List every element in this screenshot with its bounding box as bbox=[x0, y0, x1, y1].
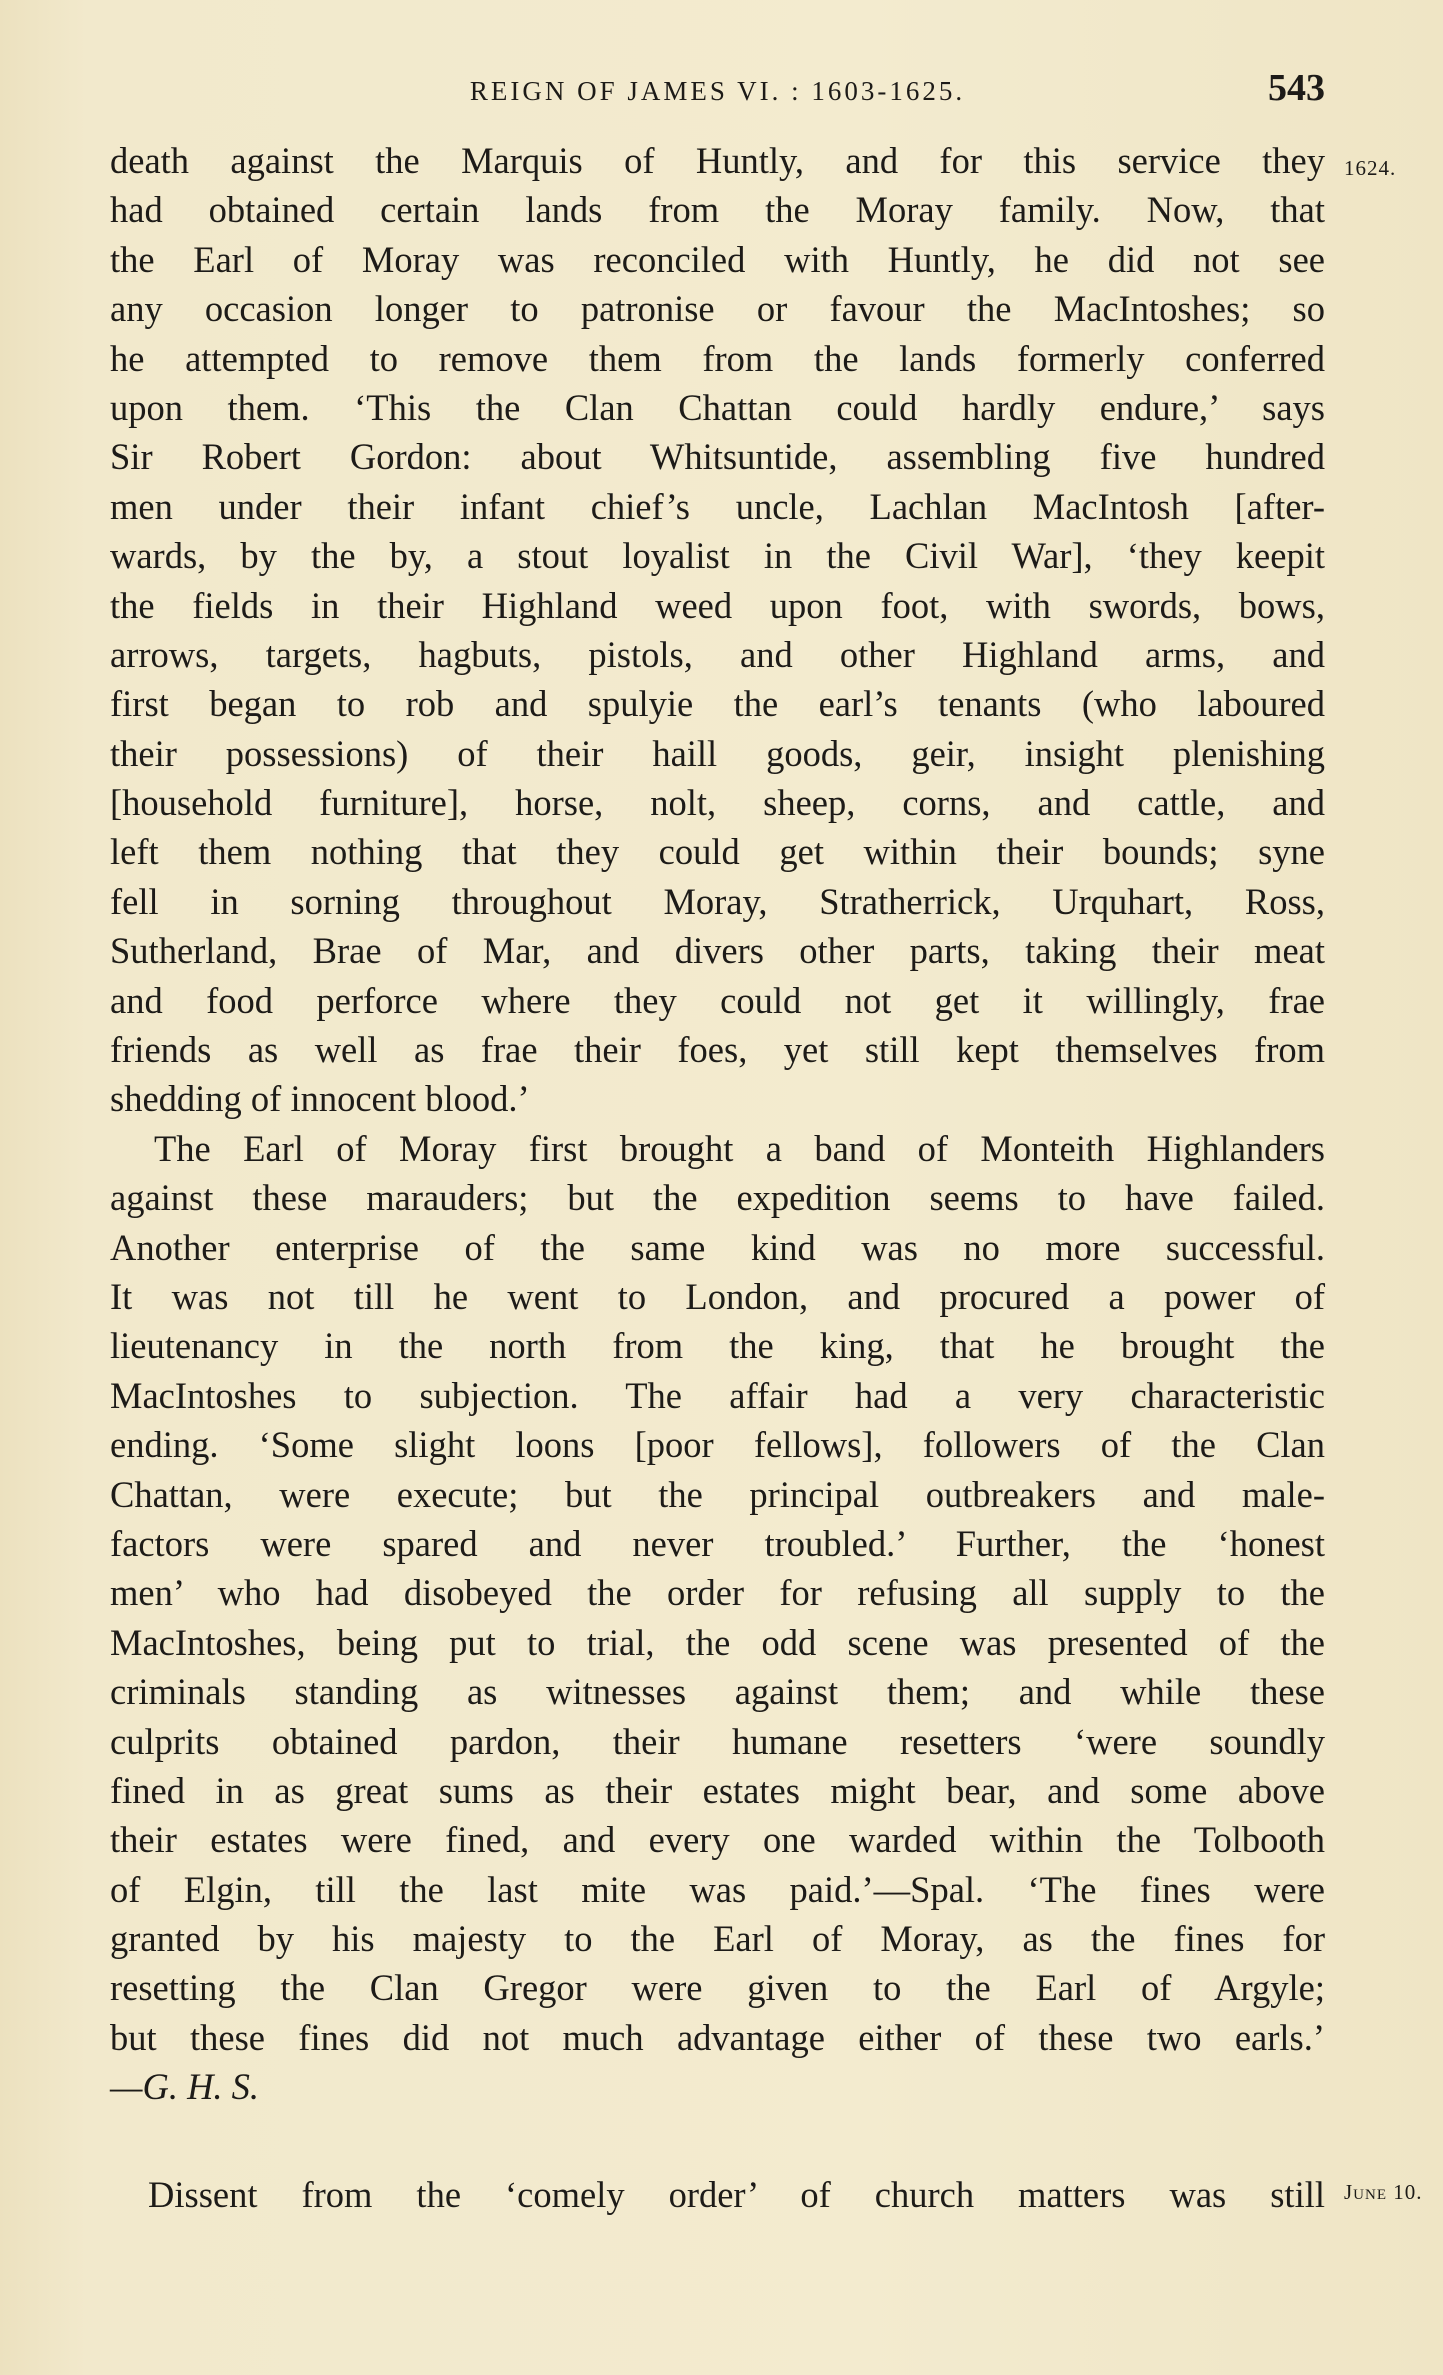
text-line: MacIntoshes to subjection. The affair had a very characteristic bbox=[110, 1374, 1325, 1416]
text-line: had obtained certain lands from the Moray family. Now, that bbox=[110, 189, 1325, 231]
text-line: and food perforce where they could not get it willingly, frae bbox=[110, 979, 1325, 1021]
text-line: It was not till he went to London, and procured a power of bbox=[110, 1275, 1325, 1317]
text-line: resetting the Clan Gregor were given to the Earl of Argyle; bbox=[110, 1967, 1325, 2009]
running-title: REIGN OF JAMES VI. : 1603-1625. bbox=[469, 76, 966, 106]
page-number: 543 bbox=[1268, 67, 1325, 109]
text-line: left them nothing that they could get within their bounds; syne bbox=[110, 831, 1325, 873]
text-line: granted by his majesty to the Earl of Moray, as the fines for bbox=[110, 1918, 1325, 1960]
text-line: fined in as great sums as their estates might bear, and some above bbox=[110, 1769, 1325, 1811]
text-line: arrows, targets, hagbuts, pistols, and other Highland arms, and bbox=[110, 633, 1325, 675]
text-line: wards, by the by, a stout loyalist in the Civil War], ‘they keepit bbox=[110, 535, 1325, 577]
text-line: culprits obtained pardon, their humane resetters ‘were soundly bbox=[110, 1720, 1325, 1762]
margin-note-year: 1624. bbox=[1344, 156, 1397, 180]
text-line: Sir Robert Gordon: about Whitsuntide, assembling five hundred bbox=[110, 436, 1325, 478]
text-line: fell in sorning throughout Moray, Stratherrick, Urquhart, Ross, bbox=[110, 880, 1325, 922]
text-line: men under their infant chief’s uncle, Lachlan MacIntosh [after- bbox=[110, 485, 1325, 527]
running-head bbox=[110, 66, 1325, 114]
text-line: Sutherland, Brae of Mar, and divers other parts, taking their meat bbox=[110, 930, 1325, 972]
text-line: the fields in their Highland weed upon foot, with swords, bows, bbox=[110, 584, 1325, 626]
text-line: he attempted to remove them from the lands formerly conferred bbox=[110, 337, 1325, 379]
text-line: ending. ‘Some slight loons [poor fellows], followers of the Clan bbox=[110, 1424, 1325, 1466]
text-line: Chattan, were execute; but the principal outbreakers and male- bbox=[110, 1473, 1325, 1515]
text-line: first began to rob and spulyie the earl’s tenants (who laboured bbox=[110, 683, 1325, 725]
text-line: shedding of innocent blood.’ bbox=[110, 1078, 530, 1120]
signature-line: —G. H. S. bbox=[110, 2066, 260, 2108]
text-line: The Earl of Moray first brought a band of Monteith Highlanders bbox=[154, 1127, 1325, 1169]
text-line: against these marauders; but the expedition seems to have failed. bbox=[110, 1177, 1325, 1219]
text-line: their possessions) of their haill goods, geir, insight plenishing bbox=[110, 732, 1325, 774]
next-paragraph-line: Dissent from the ‘comely order’ of church matters was still bbox=[148, 2174, 1325, 2215]
text-line: factors were spared and never troubled.’ Further, the ‘honest bbox=[110, 1522, 1325, 1564]
text-line: men’ who had disobeyed the order for refusing all supply to the bbox=[110, 1572, 1325, 1614]
text-line: of Elgin, till the last mite was paid.’—Spal. ‘The fines were bbox=[110, 1868, 1325, 1910]
text-line: criminals standing as witnesses against them; and while these bbox=[110, 1671, 1325, 1713]
text-line: [household furniture], horse, nolt, sheep, corns, and cattle, and bbox=[110, 782, 1325, 824]
text-line: upon them. ‘This the Clan Chattan could hardly endure,’ says bbox=[110, 386, 1325, 428]
text-line: friends as well as frae their foes, yet still kept themselves from bbox=[110, 1029, 1325, 1071]
text-line: the Earl of Moray was reconciled with Huntly, he did not see bbox=[110, 238, 1325, 280]
text-line: their estates were fined, and every one warded within the Tolbooth bbox=[110, 1819, 1325, 1861]
text-line: lieutenancy in the north from the king, that he brought the bbox=[110, 1325, 1325, 1367]
text-line: Another enterprise of the same kind was no more successful. bbox=[110, 1226, 1325, 1268]
margin-note-date: June 10. bbox=[1344, 2180, 1423, 2204]
text-line: any occasion longer to patronise or favour the MacIntoshes; so bbox=[110, 288, 1325, 330]
text-line: MacIntoshes, being put to trial, the odd scene was presented of the bbox=[110, 1621, 1325, 1663]
body-text bbox=[110, 136, 1325, 2112]
text-line: but these fines did not much advantage either of these two earls.’ bbox=[110, 2016, 1325, 2058]
text-line: death against the Marquis of Huntly, and for this service they bbox=[110, 140, 1325, 181]
